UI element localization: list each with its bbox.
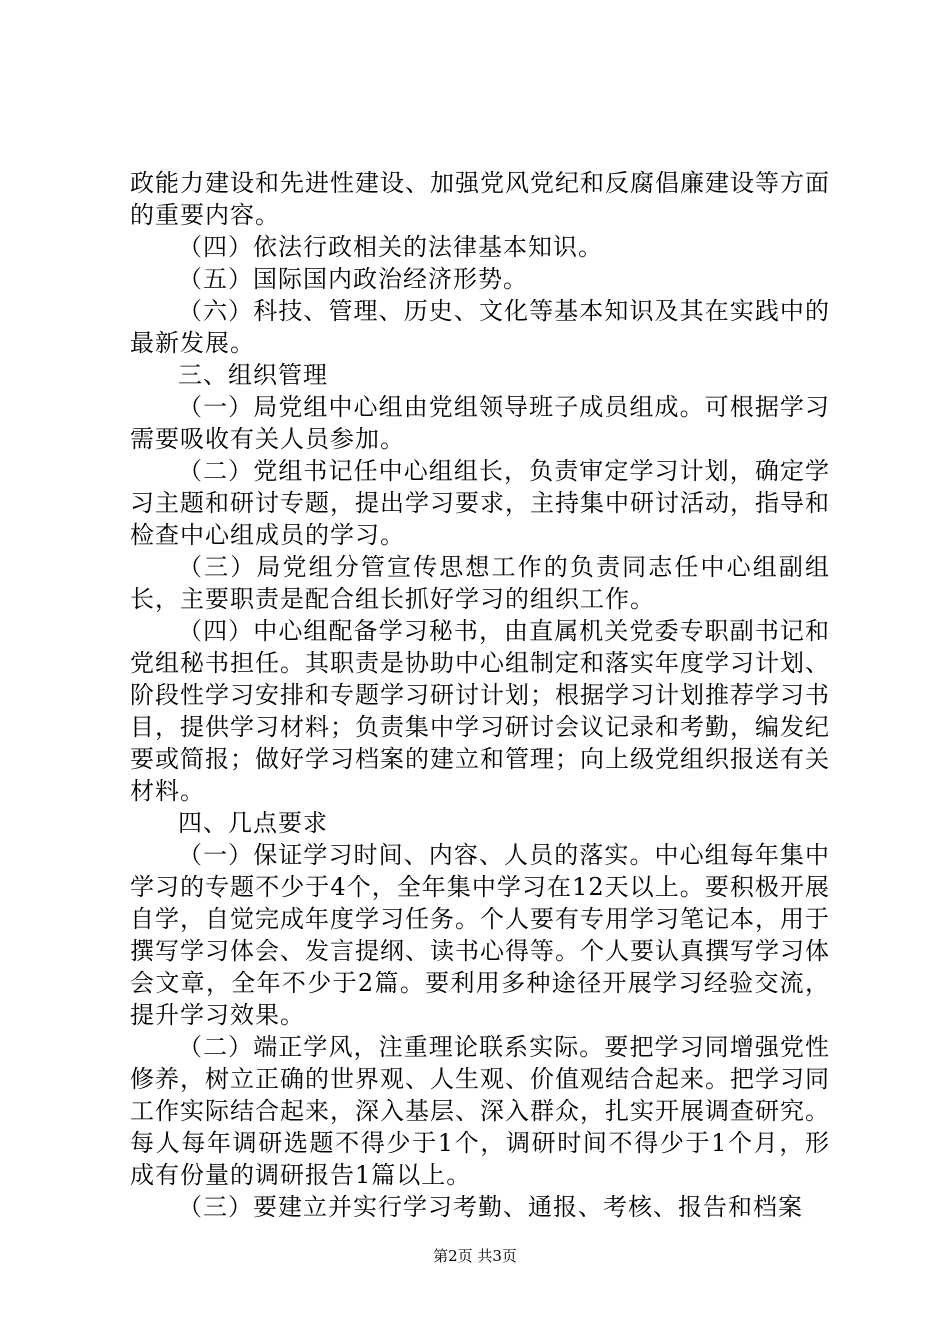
paragraph: （二）党组书记任中心组组长，负责审定学习计划，确定学习主题和研讨专题，提出学习要求，主持集中研讨活动，指导和检查中心组成员的学习。: [130, 457, 830, 549]
paragraph: （一）局党组中心组由党组领导班子成员组成。可根据学习需要吸收有关人员参加。: [130, 393, 830, 453]
paragraph: 四、几点要求: [178, 809, 328, 837]
page-footer: 第2页 共3页: [433, 1247, 517, 1265]
paragraph: （三）局党组分管宣传思想工作的负责同志任中心组副组长，主要职责是配合组长抓好学习的组织工作。: [130, 553, 830, 613]
paragraph: （五）国际国内政治经济形势。: [178, 265, 528, 293]
paragraph: （四）依法行政相关的法律基本知识。: [178, 233, 603, 261]
paragraph: （一）保证学习时间、内容、人员的落实。中心组每年集中学习的专题不少于4个，全年集中学习在12天以上。要积极开展自学，自觉完成年度学习任务。个人要有专用学习笔记本，用于撰写学习体会、发言提纲、读书心得等。个人要认真撰写学习体会文章，全年不少于2篇。要利用多种途径开展学习经验交流，提升学习效果。: [130, 841, 830, 1029]
paragraph: （二）端正学风，注重理论联系实际。要把学习同增强党性修养，树立正确的世界观、人生观、价值观结合起来。把学习同工作实际结合起来，深入基层、深入群众，扎实开展调查研究。每人每年调研选题不得少于1个，调研时间不得少于1个月，形成有份量的调研报告1篇以上。: [130, 1033, 830, 1189]
paragraph: 政能力建设和先进性建设、加强党风党纪和反腐倡廉建设等方面的重要内容。: [130, 169, 830, 229]
paragraph: （六）科技、管理、历史、文化等基本知识及其在实践中的最新发展。: [130, 297, 830, 357]
paragraph: （三）要建立并实行学习考勤、通报、考核、报告和档案: [178, 1193, 803, 1221]
document-body: [130, 167, 830, 1223]
paragraph: （四）中心组配备学习秘书，由直属机关党委专职副书记和党组秘书担任。其职责是协助中心组制定和落实年度学习计划、阶段性学习安排和专题学习研讨计划；根据学习计划推荐学习书目，提供学习材料；负责集中学习研讨会议记录和考勤，编发纪要或简报；做好学习档案的建立和管理；向上级党组织报送有关材料。: [130, 617, 830, 805]
paragraph: 三、组织管理: [178, 361, 328, 389]
